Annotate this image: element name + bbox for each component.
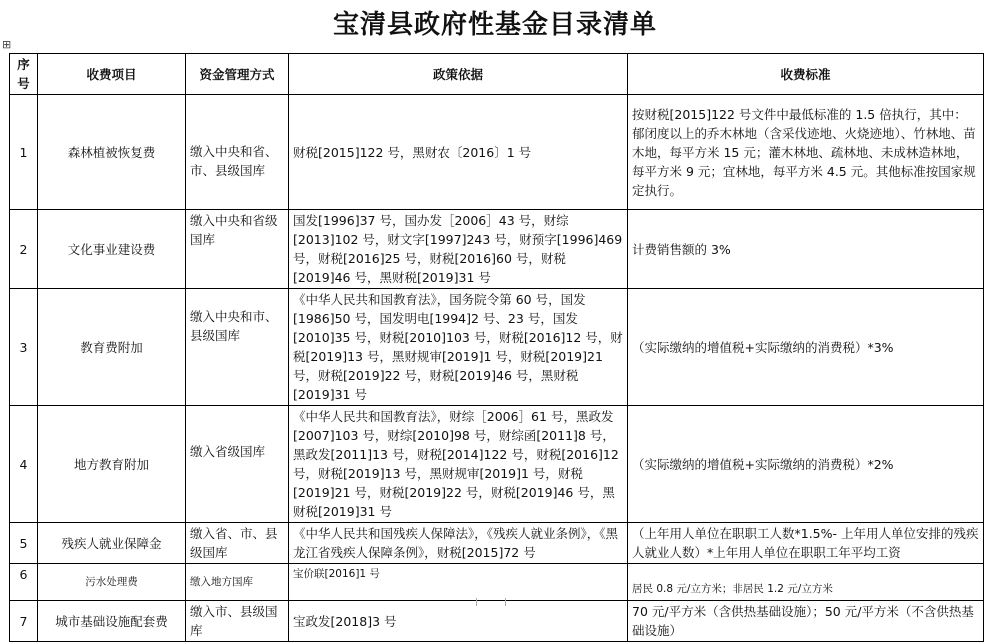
table-row <box>10 564 984 601</box>
cell-basis: 《中华人民共和国残疾人保障法》，《残疾人就业条例》，《黑龙江省残疾人保障条例》，财税[2015]72 号 <box>289 523 628 564</box>
cell-mgmt: 缴入市、县级国库 <box>186 601 289 642</box>
cell-no: 6 <box>10 564 38 601</box>
header-mgmt: 资金管理方式 <box>186 54 289 95</box>
cell-mgmt: 缴入地方国库 <box>186 564 289 601</box>
cell-standard: （实际缴纳的增值税+实际缴纳的消费税）*2% <box>628 406 984 523</box>
header-no: 序号 <box>10 54 38 95</box>
cell-item: 污水处理费 <box>38 564 186 601</box>
header-item: 收费项目 <box>38 54 186 95</box>
cell-standard: 70 元/平方米（含供热基础设施）；50 元/平方米（不含供热基础设施） <box>628 601 984 642</box>
cell-standard: 居民 0.8 元/立方米；非居民 1.2 元/立方米 <box>628 564 984 601</box>
cell-mgmt: 缴入中央和省、市、县级国库 <box>186 95 289 210</box>
cell-standard: （实际缴纳的增值税+实际缴纳的消费税）*3% <box>628 289 984 406</box>
cell-standard: （上年用人单位在职职工人数*1.5%- 上年用人单位安排的残疾人就业人数）*上年用人单位在职职工年平均工资 <box>628 523 984 564</box>
header-standard: 收费标准 <box>628 54 984 95</box>
table-row <box>10 523 984 564</box>
cell-basis: 财税[2015]122 号，黑财农〔2016〕1 号 <box>289 95 628 210</box>
table-row <box>10 406 984 523</box>
cell-no: 4 <box>10 406 38 523</box>
cell-basis: 《中华人民共和国教育法》，国务院令第 60 号，国发[1986]50 号，国发明电[1994]2 号、23 号，国发[2010]35 号，财税[2010]103 号，财税[2016]12 号，财税[2019]13 号，黑财规审[2019]1 号，财税[2019]21 号，财税[2019]22 号，财税[2019]46 号，黑财税[2019]31 号 <box>289 289 628 406</box>
table-row <box>10 95 984 210</box>
cell-no: 7 <box>10 601 38 642</box>
cell-basis: 国发[1996]37 号，国办发［2006］43 号，财综[2013]102 号，财文字[1997]243 号，财预字[1996]469 号，财税[2016]25 号，财税[2016]60 号，财税[2019]46 号，黑财税[2019]31 号 <box>289 210 628 289</box>
table-row <box>10 601 984 642</box>
cell-item: 城市基础设施配套费 <box>38 601 186 642</box>
cell-mgmt: 缴入中央和省级国库 <box>186 210 289 289</box>
cell-standard: 按财税[2015]122 号文件中最低标准的 1.5 倍执行，其中：郁闭度以上的乔木林地（含采伐迹地、火烧迹地）、竹林地、苗木地，每平方米 15 元；灌木林地、疏林地、未成林造林地，每平方米 9 元；宜林地，每平方米 4.5 元。其他标准按国家规定执行。 <box>628 95 984 210</box>
fund-table <box>9 53 984 642</box>
header-basis: 政策依据 <box>289 54 628 95</box>
cell-basis: 宝政发[2018]3 号 <box>289 601 628 642</box>
table-header-row <box>10 54 984 95</box>
cell-mgmt: 缴入省、市、县级国库 <box>186 523 289 564</box>
cell-item: 地方教育附加 <box>38 406 186 523</box>
table-row <box>10 289 984 406</box>
cell-no: 5 <box>10 523 38 564</box>
cell-standard: 计费销售额的 3% <box>628 210 984 289</box>
cell-basis: 宝价联[2016]1 号 <box>289 564 628 601</box>
cell-no: 2 <box>10 210 38 289</box>
cell-mgmt: 缴入省级国库 <box>186 406 289 523</box>
cell-item: 森林植被恢复费 <box>38 95 186 210</box>
table-row <box>10 210 984 289</box>
cell-item: 文化事业建设费 <box>38 210 186 289</box>
table-move-handle[interactable]: ⊞ <box>2 38 12 51</box>
cell-mgmt: 缴入中央和市、县级国库 <box>186 289 289 406</box>
page-title: 宝清县政府性基金目录清单 <box>332 10 657 40</box>
cell-no: 1 <box>10 95 38 210</box>
cell-item: 教育费附加 <box>38 289 186 406</box>
page-break-marker <box>476 598 506 606</box>
cell-basis: 《中华人民共和国教育法》，财综［2006］61 号，黑政发[2007]103 号，财综[2010]98 号，财综函[2011]8 号，黑政发[2011]13 号，财税[2014]122 号，财税[2016]12 号，财税[2019]13 号，黑财规审[2019]1 号，财税[2019]21 号，财税[2019]22 号，财税[2019]46 号，黑财税[2019]31 号 <box>289 406 628 523</box>
cell-no: 3 <box>10 289 38 406</box>
cell-item: 残疾人就业保障金 <box>38 523 186 564</box>
